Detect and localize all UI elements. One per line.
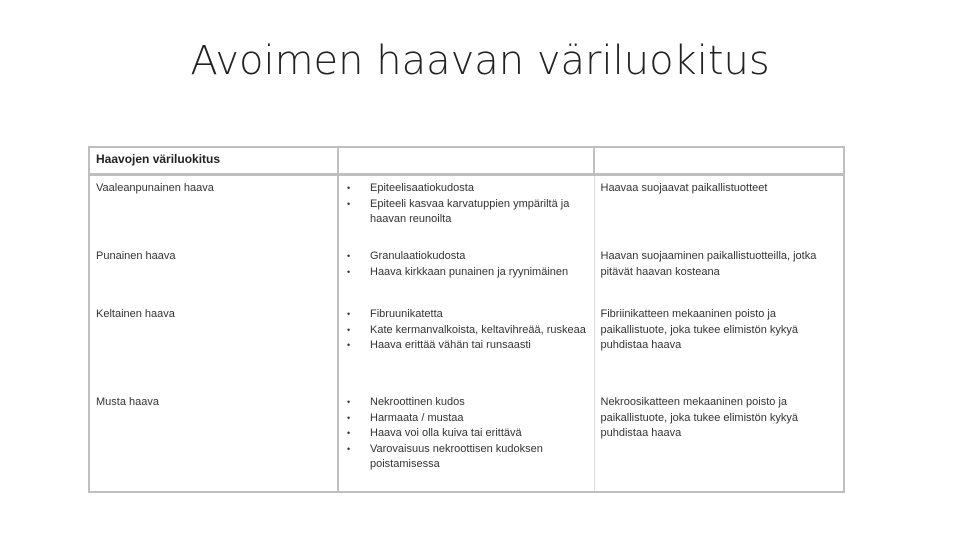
row-label: Vaaleanpunainen haava bbox=[89, 175, 338, 245]
table-header-row bbox=[89, 147, 844, 175]
bullet-list bbox=[345, 395, 588, 473]
bullet-item: • Haava kirkkaan punainen ja ryynimäinen bbox=[345, 265, 588, 281]
table-row bbox=[89, 244, 844, 302]
bullet-item: • Granulaatiokudosta bbox=[345, 249, 588, 265]
bullet-item: • Haava erittää vähän tai runsaasti bbox=[345, 338, 588, 354]
bullet-item: • Nekroottinen kudos bbox=[345, 395, 588, 411]
table-row bbox=[89, 175, 844, 245]
bullet-item: • Kate kermanvalkoista, keltavihreää, ruskeaa bbox=[345, 323, 588, 339]
bullet-list bbox=[345, 307, 588, 354]
row-treatment: Nekroosikatteen mekaaninen poisto ja paikallistuote, joka tukee elimistön kykyä puhdistaa haava bbox=[594, 390, 844, 492]
row-label: Punainen haava bbox=[89, 244, 338, 302]
bullet-item: • Fibruunikatetta bbox=[345, 307, 588, 323]
row-label: Musta haava bbox=[89, 390, 338, 492]
row-description bbox=[338, 390, 594, 492]
bullet-item: • Varovaisuus nekroottisen kudoksen poistamisessa bbox=[345, 442, 588, 473]
bullet-list bbox=[345, 181, 588, 228]
row-treatment: Fibriinikatteen mekaaninen poisto ja paikallistuote, joka tukee elimistön kykyä puhdistaa haava bbox=[594, 302, 844, 390]
bullet-item: • Haava voi olla kuiva tai erittävä bbox=[345, 426, 588, 442]
table-header-cell: Haavojen väriluokitus bbox=[89, 147, 338, 175]
bullet-list bbox=[345, 249, 588, 280]
bullet-item: • Epiteeli kasvaa karvatuppien ympäriltä ja haavan reunoilta bbox=[345, 197, 588, 228]
bullet-item: • Harmaata / mustaa bbox=[345, 411, 588, 427]
slide-title: Avoimen haavan väriluokitus bbox=[190, 38, 770, 84]
wound-color-table bbox=[88, 146, 845, 493]
row-description bbox=[338, 244, 594, 302]
row-description bbox=[338, 175, 594, 245]
table-header-empty-cell bbox=[338, 147, 594, 175]
row-treatment: Haavan suojaaminen paikallistuotteilla, jotka pitävät haavan kosteana bbox=[594, 244, 844, 302]
row-treatment: Haavaa suojaavat paikallistuotteet bbox=[594, 175, 844, 245]
table-row bbox=[89, 390, 844, 492]
row-description bbox=[338, 302, 594, 390]
table-row bbox=[89, 302, 844, 390]
row-label: Keltainen haava bbox=[89, 302, 338, 390]
table-header-empty-cell bbox=[594, 147, 844, 175]
bullet-item: • Epiteelisaatiokudosta bbox=[345, 181, 588, 197]
